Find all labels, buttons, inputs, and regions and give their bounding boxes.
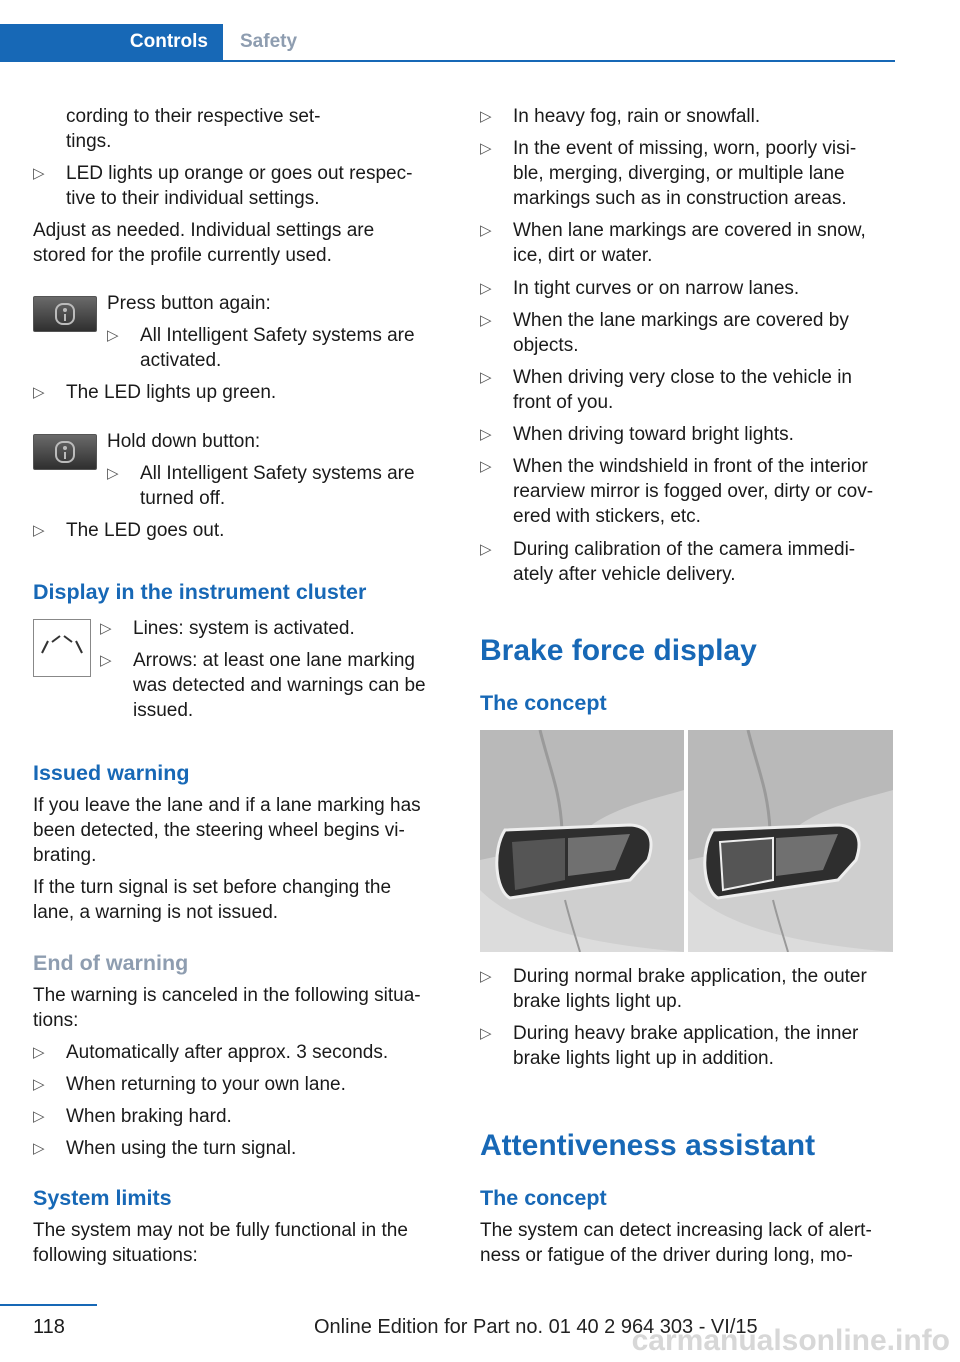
list-item: ▷ LED lights up orange or goes out respec- tive to their individual settings. <box>33 163 413 209</box>
bullet-icon: ▷ <box>100 620 112 637</box>
list-item: ▷ When driving toward bright lights. <box>480 424 794 445</box>
heading-end-of-warning: End of warning <box>33 951 189 975</box>
lane-departure-indicator-icon <box>33 619 91 677</box>
bullet-icon: ▷ <box>107 327 119 344</box>
list-item: ▷ In the event of missing, worn, poorly visi- ble, merging, diverging, or multiple lane markings such as in construction areas. <box>480 138 857 209</box>
heading-attentiveness-assistant: Attentiveness assistant <box>480 1129 816 1162</box>
list-item: ▷ In tight curves or on narrow lanes. <box>480 278 800 299</box>
limits-text: The system may not be fully functional in the following situations: <box>33 1220 408 1266</box>
bullet-icon: ▷ <box>480 541 492 558</box>
bullet-icon: ▷ <box>480 222 492 239</box>
tab-controls[interactable]: Controls <box>0 24 223 60</box>
footer-divider <box>0 1304 97 1306</box>
heading-system-limits: System limits <box>33 1186 172 1210</box>
bullet-icon: ▷ <box>33 1108 45 1125</box>
bullet-icon: ▷ <box>100 652 112 669</box>
list-item: ▷ During heavy brake application, the inner brake lights light up in addition. <box>480 1023 859 1069</box>
list-item: ▷ Arrows: at least one lane marking was detected and warnings can be issued. <box>100 650 426 721</box>
bullet-icon: ▷ <box>107 465 119 482</box>
list-item: ▷ During calibration of the camera immedi- ately after vehicle delivery. <box>480 539 856 585</box>
list-item: ▷ All Intelligent Safety systems are activated. <box>107 325 415 371</box>
bullet-icon: ▷ <box>480 458 492 475</box>
edition-text: Online Edition for Part no. 01 40 2 964 303 - VI/15 <box>314 1316 758 1338</box>
bullet-icon: ▷ <box>33 384 45 401</box>
heading-the-concept: The concept <box>480 691 607 715</box>
bullet-icon: ▷ <box>33 1044 45 1061</box>
list-item: ▷ The LED goes out. <box>33 520 225 541</box>
bullet-icon: ▷ <box>480 968 492 985</box>
heading-brake-force-display: Brake force display <box>480 634 757 667</box>
attentiveness-text: The system can detect increasing lack of alert- ness or fatigue of the driver during long, mo- <box>480 1220 872 1266</box>
bullet-icon: ▷ <box>480 280 492 297</box>
continued-text: cording to their respective set- tings. <box>66 106 321 152</box>
tab-safety[interactable]: Safety <box>240 31 298 52</box>
heading-the-concept: The concept <box>480 1186 607 1210</box>
end-text: The warning is canceled in the following situa- tions: <box>33 985 421 1031</box>
list-item: ▷ When using the turn signal. <box>33 1138 297 1159</box>
list-item: ▷ In heavy fog, rain or snowfall. <box>480 106 761 127</box>
header-tabs <box>0 24 895 62</box>
list-item: ▷ All Intelligent Safety systems are turned off. <box>107 463 415 509</box>
list-item: ▷ Lines: system is activated. <box>100 618 355 639</box>
list-item: ▷ When the windshield in front of the interior rearview mirror is fogged over, dirty or cov- ered with stickers, etc. <box>480 456 874 527</box>
list-item: ▷ The LED lights up green. <box>33 382 277 403</box>
adjust-text: Adjust as needed. Individual settings are stored for the profile currently used. <box>33 220 375 266</box>
list-item: ▷ When lane markings are covered in snow, ice, dirt or water. <box>480 220 866 266</box>
heading-display-cluster: Display in the instrument cluster <box>33 580 367 604</box>
bullet-icon: ▷ <box>480 312 492 329</box>
intelligent-safety-button-icon <box>33 296 97 332</box>
press-again-text: Press button again: <box>107 293 271 314</box>
bullet-icon: ▷ <box>33 1076 45 1093</box>
bullet-icon: ▷ <box>33 165 45 182</box>
brake-light-heavy-image <box>688 730 893 952</box>
bullet-icon: ▷ <box>480 426 492 443</box>
bullet-icon: ▷ <box>33 522 45 539</box>
brake-light-normal-image <box>480 730 684 952</box>
watermark: carmanualsonline.info <box>631 1324 950 1357</box>
bullet-icon: ▷ <box>480 108 492 125</box>
page-number: 118 <box>33 1316 65 1338</box>
bullet-icon: ▷ <box>480 369 492 386</box>
list-item: ▷ When returning to your own lane. <box>33 1074 346 1095</box>
bullet-icon: ▷ <box>33 1140 45 1157</box>
list-item: ▷ During normal brake application, the outer brake lights light up. <box>480 966 867 1012</box>
bullet-icon: ▷ <box>480 140 492 157</box>
list-item: ▷ When braking hard. <box>33 1106 232 1127</box>
intelligent-safety-button-icon <box>33 434 97 470</box>
bullet-icon: ▷ <box>480 1025 492 1042</box>
hold-down-text: Hold down button: <box>107 431 261 452</box>
list-item: ▷ When the lane markings are covered by objects. <box>480 310 849 356</box>
issued-text-1: If you leave the lane and if a lane marking has been detected, the steering wheel begins vi- brating. <box>33 795 421 866</box>
list-item: ▷ When driving very close to the vehicle in front of you. <box>480 367 852 413</box>
heading-issued-warning: Issued warning <box>33 761 190 785</box>
header-divider <box>0 60 895 62</box>
list-item: ▷ Automatically after approx. 3 seconds. <box>33 1042 389 1063</box>
issued-text-2: If the turn signal is set before changing the lane, a warning is not issued. <box>33 877 392 923</box>
